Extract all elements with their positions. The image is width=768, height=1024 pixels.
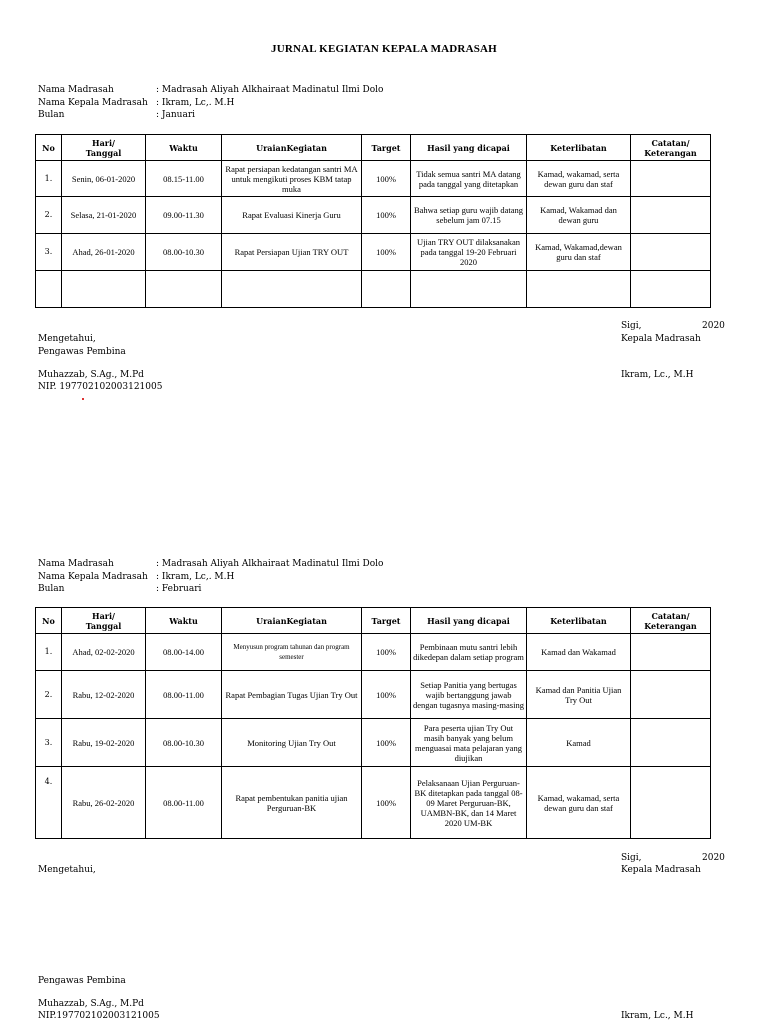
cell-waktu: 08.00-11.00 <box>146 671 222 719</box>
cell-target: 100% <box>362 234 411 271</box>
table-row <box>36 234 711 271</box>
cell-tanggal: Senin, 06-01-2020 <box>62 161 146 197</box>
info-row-kepala <box>38 571 383 584</box>
cell-uraian <box>222 271 362 308</box>
table-row-empty <box>36 271 711 308</box>
cell-catatan <box>631 634 711 671</box>
signature-year: 2020 <box>702 853 725 863</box>
cell-tanggal: Rabu, 19-02-2020 <box>62 719 146 767</box>
col-header-catatan <box>631 608 711 634</box>
cell-keterlibatan <box>527 271 631 308</box>
col-header-tanggal <box>62 608 146 634</box>
col-header-hasil: Hasil yang dicapai <box>411 608 527 634</box>
cell-catatan <box>631 197 711 234</box>
info-row-madrasah <box>38 84 383 97</box>
info-value: : Madrasah Aliyah Alkhairaat Madinatul Ilmi Dolo <box>156 559 384 569</box>
cell-catatan <box>631 767 711 839</box>
col-header-keterlibatan: Keterlibatan <box>527 135 631 161</box>
cell-catatan <box>631 671 711 719</box>
info-label: Nama Madrasah <box>38 559 114 569</box>
cell-catatan <box>631 719 711 767</box>
cell-target: 100% <box>362 767 411 839</box>
info-value: : Februari <box>156 584 202 594</box>
info-label: Bulan <box>38 110 65 120</box>
cell-waktu: 08.00-14.00 <box>146 634 222 671</box>
cell-tanggal: Rabu, 26-02-2020 <box>62 767 146 839</box>
cell-hasil: Pembinaan mutu santri lebih dikedepan dalam setiap program <box>411 634 527 671</box>
cell-hasil: Pelaksanaan Ujian Perguruan-BK ditetapkan pada tanggal 08-09 Maret Perguruan-BK, UAMBN-BK, dan 14 Maret 2020 UM-BK <box>411 767 527 839</box>
col-header-tanggal-text: Hari/ Tanggal <box>85 137 122 158</box>
table-row <box>36 719 711 767</box>
signature-left-intro: Mengetahui, <box>38 865 96 875</box>
cell-target <box>362 271 411 308</box>
cell-waktu: 08.00-11.00 <box>146 767 222 839</box>
header-info-februari <box>38 558 383 596</box>
cell-uraian: Rapat Pembagian Tugas Ujian Try Out <box>222 671 362 719</box>
journal-table-februari <box>35 607 711 839</box>
cell-no: 2. <box>36 197 62 234</box>
col-header-waktu: Waktu <box>146 608 222 634</box>
cell-keterlibatan: Kamad, wakamad, serta dewan guru dan staf <box>527 767 631 839</box>
cell-keterlibatan: Kamad <box>527 719 631 767</box>
cell-tanggal: Rabu, 12-02-2020 <box>62 671 146 719</box>
info-value: : Januari <box>156 110 196 120</box>
info-row-madrasah <box>38 558 383 571</box>
cell-waktu <box>146 271 222 308</box>
cell-keterlibatan: Kamad dan Panitia Ujian Try Out <box>527 671 631 719</box>
cell-uraian: Rapat Evaluasi Kinerja Guru <box>222 197 362 234</box>
signature-right-name: Ikram, Lc., M.H <box>621 1011 694 1021</box>
col-header-catatan <box>631 135 711 161</box>
document-title: JURNAL KEGIATAN KEPALA MADRASAH <box>271 43 497 55</box>
cell-keterlibatan: Kamad, Wakamad,dewan guru dan staf <box>527 234 631 271</box>
cell-uraian: Rapat pembentukan panitia ujian Perguruan-BK <box>222 767 362 839</box>
cell-waktu: 08.15-11.00 <box>146 161 222 197</box>
cell-hasil <box>411 271 527 308</box>
signature-place-date <box>621 320 642 332</box>
col-header-uraian: UraianKegiatan <box>222 135 362 161</box>
signature-left-nip: NIP. 197702102003121005 <box>38 382 163 392</box>
cell-uraian: Monitoring Ujian Try Out <box>222 719 362 767</box>
cell-catatan <box>631 271 711 308</box>
signature-right-role: Kepala Madrasah <box>621 334 701 344</box>
col-header-catatan-text: Catatan/ Keterangan <box>644 137 697 158</box>
info-value: : Madrasah Aliyah Alkhairaat Madinatul Ilmi Dolo <box>156 85 384 95</box>
cell-no: 2. <box>36 671 62 719</box>
cell-hasil: Ujian TRY OUT dilaksanakan pada tanggal 19-20 Februari 2020 <box>411 234 527 271</box>
info-label: Bulan <box>38 584 65 594</box>
cell-uraian: Menyusun program tahunan dan program semester <box>222 634 362 671</box>
place-date-text: Sigi, <box>621 321 642 331</box>
col-header-catatan-text: Catatan/ Keterangan <box>644 610 697 631</box>
signature-left-name: Muhazzab, S.Ag., M.Pd <box>38 999 144 1009</box>
signature-left-intro: Mengetahui, <box>38 334 96 344</box>
col-header-tanggal-text: Hari/ Tanggal <box>85 610 122 631</box>
cell-target: 100% <box>362 634 411 671</box>
table-header-row <box>36 135 711 161</box>
table-row <box>36 634 711 671</box>
cell-no: 3. <box>36 719 62 767</box>
cell-target: 100% <box>362 719 411 767</box>
signature-left-role: Pengawas Pembina <box>38 347 126 357</box>
cell-uraian: Rapat Persiapan Ujian TRY OUT <box>222 234 362 271</box>
signature-right-role: Kepala Madrasah <box>621 865 701 875</box>
cell-tanggal: Ahad, 02-02-2020 <box>62 634 146 671</box>
cell-catatan <box>631 161 711 197</box>
col-header-uraian: UraianKegiatan <box>222 608 362 634</box>
cell-tanggal: Selasa, 21-01-2020 <box>62 197 146 234</box>
cell-catatan <box>631 234 711 271</box>
col-header-target: Target <box>362 608 411 634</box>
cell-waktu: 09.00-11.30 <box>146 197 222 234</box>
info-label: Nama Kepala Madrasah <box>38 97 148 108</box>
header-info-januari <box>38 84 383 122</box>
cell-hasil: Setiap Panitia yang bertugas wajib bertanggung jawab dengan tugasnya masing-masing <box>411 671 527 719</box>
table-header-row <box>36 608 711 634</box>
info-value: : Ikram, Lc,. M.H <box>156 97 235 108</box>
info-label: Nama Kepala Madrasah <box>38 571 148 582</box>
cell-keterlibatan: Kamad dan Wakamad <box>527 634 631 671</box>
cell-hasil: Tidak semua santri MA datang pada tanggal yang ditetapkan <box>411 161 527 197</box>
cell-uraian: Rapat persiapan kedatangan santri MA untuk mengikuti proses KBM tatap muka <box>222 161 362 197</box>
table-row <box>36 161 711 197</box>
cell-target: 100% <box>362 161 411 197</box>
col-header-waktu: Waktu <box>146 135 222 161</box>
signature-left-role: Pengawas Pembina <box>38 976 126 986</box>
cell-no: 1. <box>36 634 62 671</box>
signature-place-date: Sigi, <box>621 853 642 863</box>
col-header-no: No <box>36 608 62 634</box>
cell-waktu: 08.00-10.30 <box>146 719 222 767</box>
table-row <box>36 197 711 234</box>
signature-right-name: Ikram, Lc., M.H <box>621 370 694 380</box>
journal-table-januari <box>35 134 711 308</box>
cell-no: 1. <box>36 161 62 197</box>
info-value: : Ikram, Lc,. M.H <box>156 571 235 582</box>
info-row-kepala <box>38 97 383 110</box>
col-header-keterlibatan: Keterlibatan <box>527 608 631 634</box>
cell-no: 3. <box>36 234 62 271</box>
table-row <box>36 671 711 719</box>
cell-no: 4. <box>36 767 62 839</box>
cell-tanggal: Ahad, 26-01-2020 <box>62 234 146 271</box>
signature-left-nip: NIP.197702102003121005 <box>38 1011 160 1021</box>
col-header-hasil: Hasil yang dicapai <box>411 135 527 161</box>
cell-target: 100% <box>362 671 411 719</box>
signature-year: 2020 <box>702 321 725 331</box>
cell-target: 100% <box>362 197 411 234</box>
col-header-tanggal <box>62 135 146 161</box>
cell-keterlibatan: Kamad, wakamad, serta dewan guru dan staf <box>527 161 631 197</box>
info-label: Nama Madrasah <box>38 85 114 95</box>
info-row-bulan <box>38 583 383 596</box>
col-header-target: Target <box>362 135 411 161</box>
signature-left-name: Muhazzab, S.Ag., M.Pd <box>38 370 144 380</box>
table-row <box>36 767 711 839</box>
red-mark <box>82 398 84 400</box>
cell-keterlibatan: Kamad, Wakamad dan dewan guru <box>527 197 631 234</box>
info-row-bulan <box>38 109 383 122</box>
cell-hasil: Para peserta ujian Try Out masih banyak yang belum menguasai mata pelajaran yang diujikan <box>411 719 527 767</box>
cell-tanggal <box>62 271 146 308</box>
cell-waktu: 08.00-10.30 <box>146 234 222 271</box>
cell-no <box>36 271 62 308</box>
col-header-no: No <box>36 135 62 161</box>
cell-hasil: Bahwa setiap guru wajib datang sebelum jam 07.15 <box>411 197 527 234</box>
